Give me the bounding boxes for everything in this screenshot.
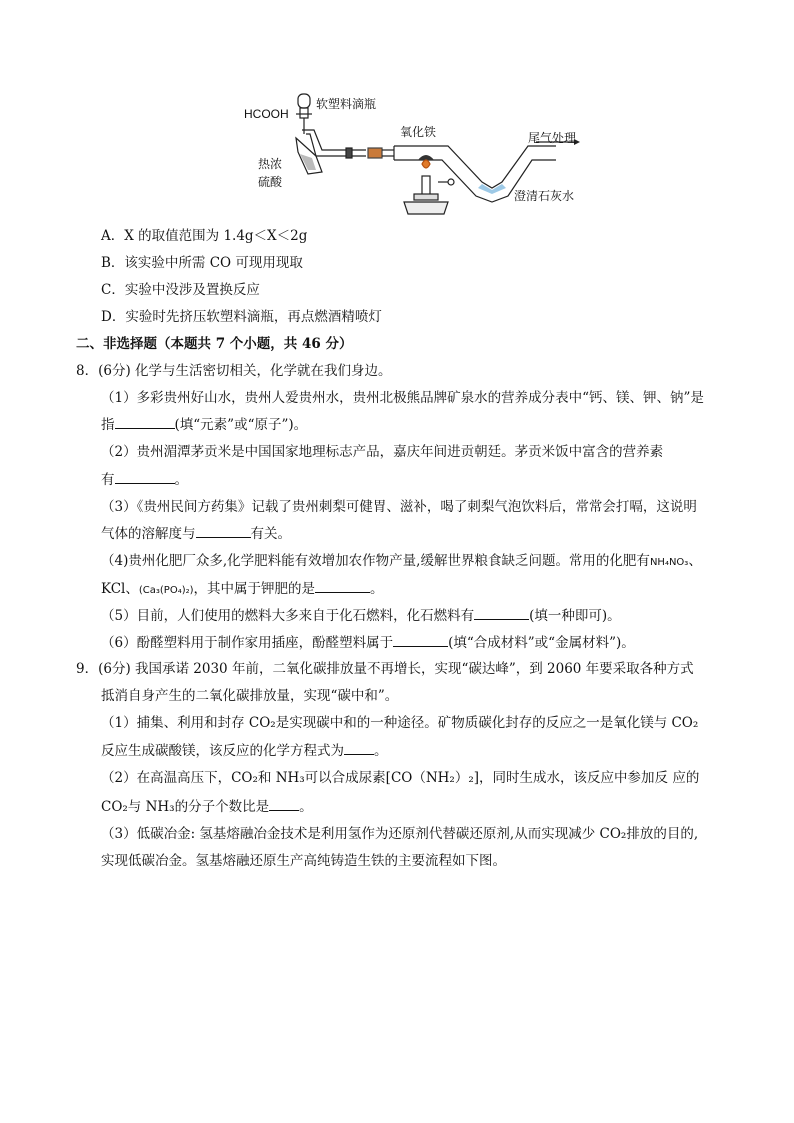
q8-p3-line1: （3）《贵州民间方药集》记载了贵州刺梨可健胃、滋补，喝了刺梨气泡饮料后，常常会打嗝，这说明 — [101, 499, 697, 515]
formula-ca3po42: (Ca₃(PO₄)₂) — [138, 585, 194, 596]
q9-p2-text-b: 。 — [299, 799, 313, 815]
q8-stem: 8．(6分) 化学与生活密切相关，化学就在我们身边。 — [76, 363, 392, 379]
q9-p1-text-a: 反应生成碳酸镁，该反应的化学方程式为 — [101, 743, 344, 759]
q8-p4-text-e: 。 — [370, 581, 384, 597]
q8-p3-text-b: 有关。 — [250, 526, 291, 542]
answer-blank[interactable] — [196, 523, 251, 538]
q8-p5 — [101, 605, 621, 626]
label-acid-2: 硫酸 — [258, 175, 283, 189]
q8-p3-text-a: 气体的溶解度与 — [101, 526, 196, 542]
label-acid-1: 热浓 — [258, 157, 283, 171]
q9-p1-line2 — [101, 740, 388, 761]
label-limewater: 澄清石灰水 — [514, 189, 575, 203]
q8-p6 — [101, 632, 635, 653]
answer-blank[interactable] — [474, 605, 529, 620]
q8-p2-line2 — [101, 469, 188, 490]
label-iron-oxide: 氧化铁 — [400, 125, 437, 139]
q8-p2-line1: （2）贵州湄潭茅贡米是中国国家地理标志产品，嘉庆年间进贡朝廷。茅贡米饭中富含的营养素 — [101, 444, 664, 460]
q9-p1-line1: （1）捕集、利用和封存 CO₂是实现碳中和的一种途径。矿物质碳化封存的反应之一是氧化镁与 CO₂ — [101, 715, 699, 731]
q8-p4-line1 — [101, 551, 702, 573]
dropper-bulb — [298, 94, 310, 108]
answer-blank[interactable] — [115, 414, 175, 429]
iron-oxide-powder — [418, 155, 434, 160]
q8-p1-line2 — [101, 414, 307, 435]
q8-p4-text-a: （4)贵州化肥厂众多,化学肥料能有效增加农作物产量,缓解世界粮食缺乏问题。常用的化肥有 — [101, 553, 650, 569]
q9-p3-line1: （3）低碳冶金: 氢基熔融冶金技术是利用氢作为还原剂代替碳还原剂,从而实现减少 CO₂排放的目的, — [101, 826, 699, 842]
label-hcooh: HCOOH — [244, 107, 289, 121]
section-heading: 二、非选择题（本题共 7 个小题，共 46 分） — [76, 336, 353, 352]
q9-p2-text-a: CO₂与 NH₃的分子个数比是 — [101, 799, 270, 815]
q8-p1-line1: （1）多彩贵州好山水，贵州人爱贵州水，贵州北极熊品牌矿泉水的营养成分表中“钙、镁、钾、钠”是 — [101, 390, 704, 406]
option-c: C．实验中没涉及置换反应 — [101, 282, 260, 298]
option-a: A．X 的取值范围为 1.4g＜X＜2g — [101, 228, 308, 244]
q8-p4-line2 — [101, 578, 384, 601]
q9-stem-line1: 9．(6分) 我国承诺 2030 年前，二氧化碳排放量不再增长，实现“碳达峰”，到 2060 年要采取各种方式 — [76, 661, 694, 677]
q9-p3-line2: 实现低碳冶金。氢基熔融还原生产高纯铸造生铁的主要流程如下图。 — [101, 853, 506, 869]
q9-stem-line2: 抵消自身产生的二氧化碳排放量，实现“碳中和”。 — [101, 688, 399, 704]
y-tube-upper — [302, 130, 336, 150]
answer-blank[interactable] — [115, 469, 175, 484]
answer-blank[interactable] — [269, 796, 299, 811]
label-bottle: 软塑料滴瓶 — [316, 97, 377, 111]
main-tube-top — [394, 146, 556, 188]
q8-p5-text-a: （5）目前，人们使用的燃料大多来自于化石燃料，化石燃料有 — [101, 608, 475, 624]
q8-p4-text-d: ，其中属于钾肥的是 — [193, 581, 316, 597]
q9-p2-line1: （2）在高温高压下，CO₂和 NH₃可以合成尿素[CO（NH₂）₂]，同时生成水，该反应中参加反 应的 — [101, 770, 700, 786]
answer-blank[interactable] — [344, 740, 374, 755]
answer-blank[interactable] — [393, 632, 448, 647]
q8-p6-text-b: (填“合成材料”或“金属材料”)。 — [448, 635, 635, 651]
q8-p4-text-c: KCl、 — [101, 581, 139, 597]
q9-p2-line2 — [101, 796, 313, 817]
q8-p1-text-b: (填“元素”或“原子”)。 — [174, 417, 308, 433]
q8-p3-line2 — [101, 523, 291, 544]
option-d: D．实验时先挤压软塑料滴瓶，再点燃酒精喷灯 — [101, 309, 382, 325]
q8-p1-text-a: 指 — [101, 417, 115, 433]
q8-p6-text-a: （6）酚醛塑料用于制作家用插座，酚醛塑料属于 — [101, 635, 394, 651]
q8-p2-text-a: 有 — [101, 472, 115, 488]
q8-p5-text-b: (填一种即可)。 — [529, 608, 621, 624]
option-b: B．该实验中所需 CO 可现用现取 — [101, 255, 303, 271]
formula-nh4no3: NH₄NO₃ — [649, 557, 689, 568]
q8-p2-text-b: 。 — [174, 472, 188, 488]
alcohol-lamp — [404, 202, 448, 214]
label-exhaust: 尾气处理 — [528, 131, 577, 145]
answer-blank[interactable] — [315, 578, 370, 593]
q8-p4-text-b: 、 — [688, 553, 702, 569]
flame — [422, 160, 430, 168]
apparatus-diagram — [236, 90, 596, 222]
q9-p1-text-b: 。 — [374, 743, 388, 759]
